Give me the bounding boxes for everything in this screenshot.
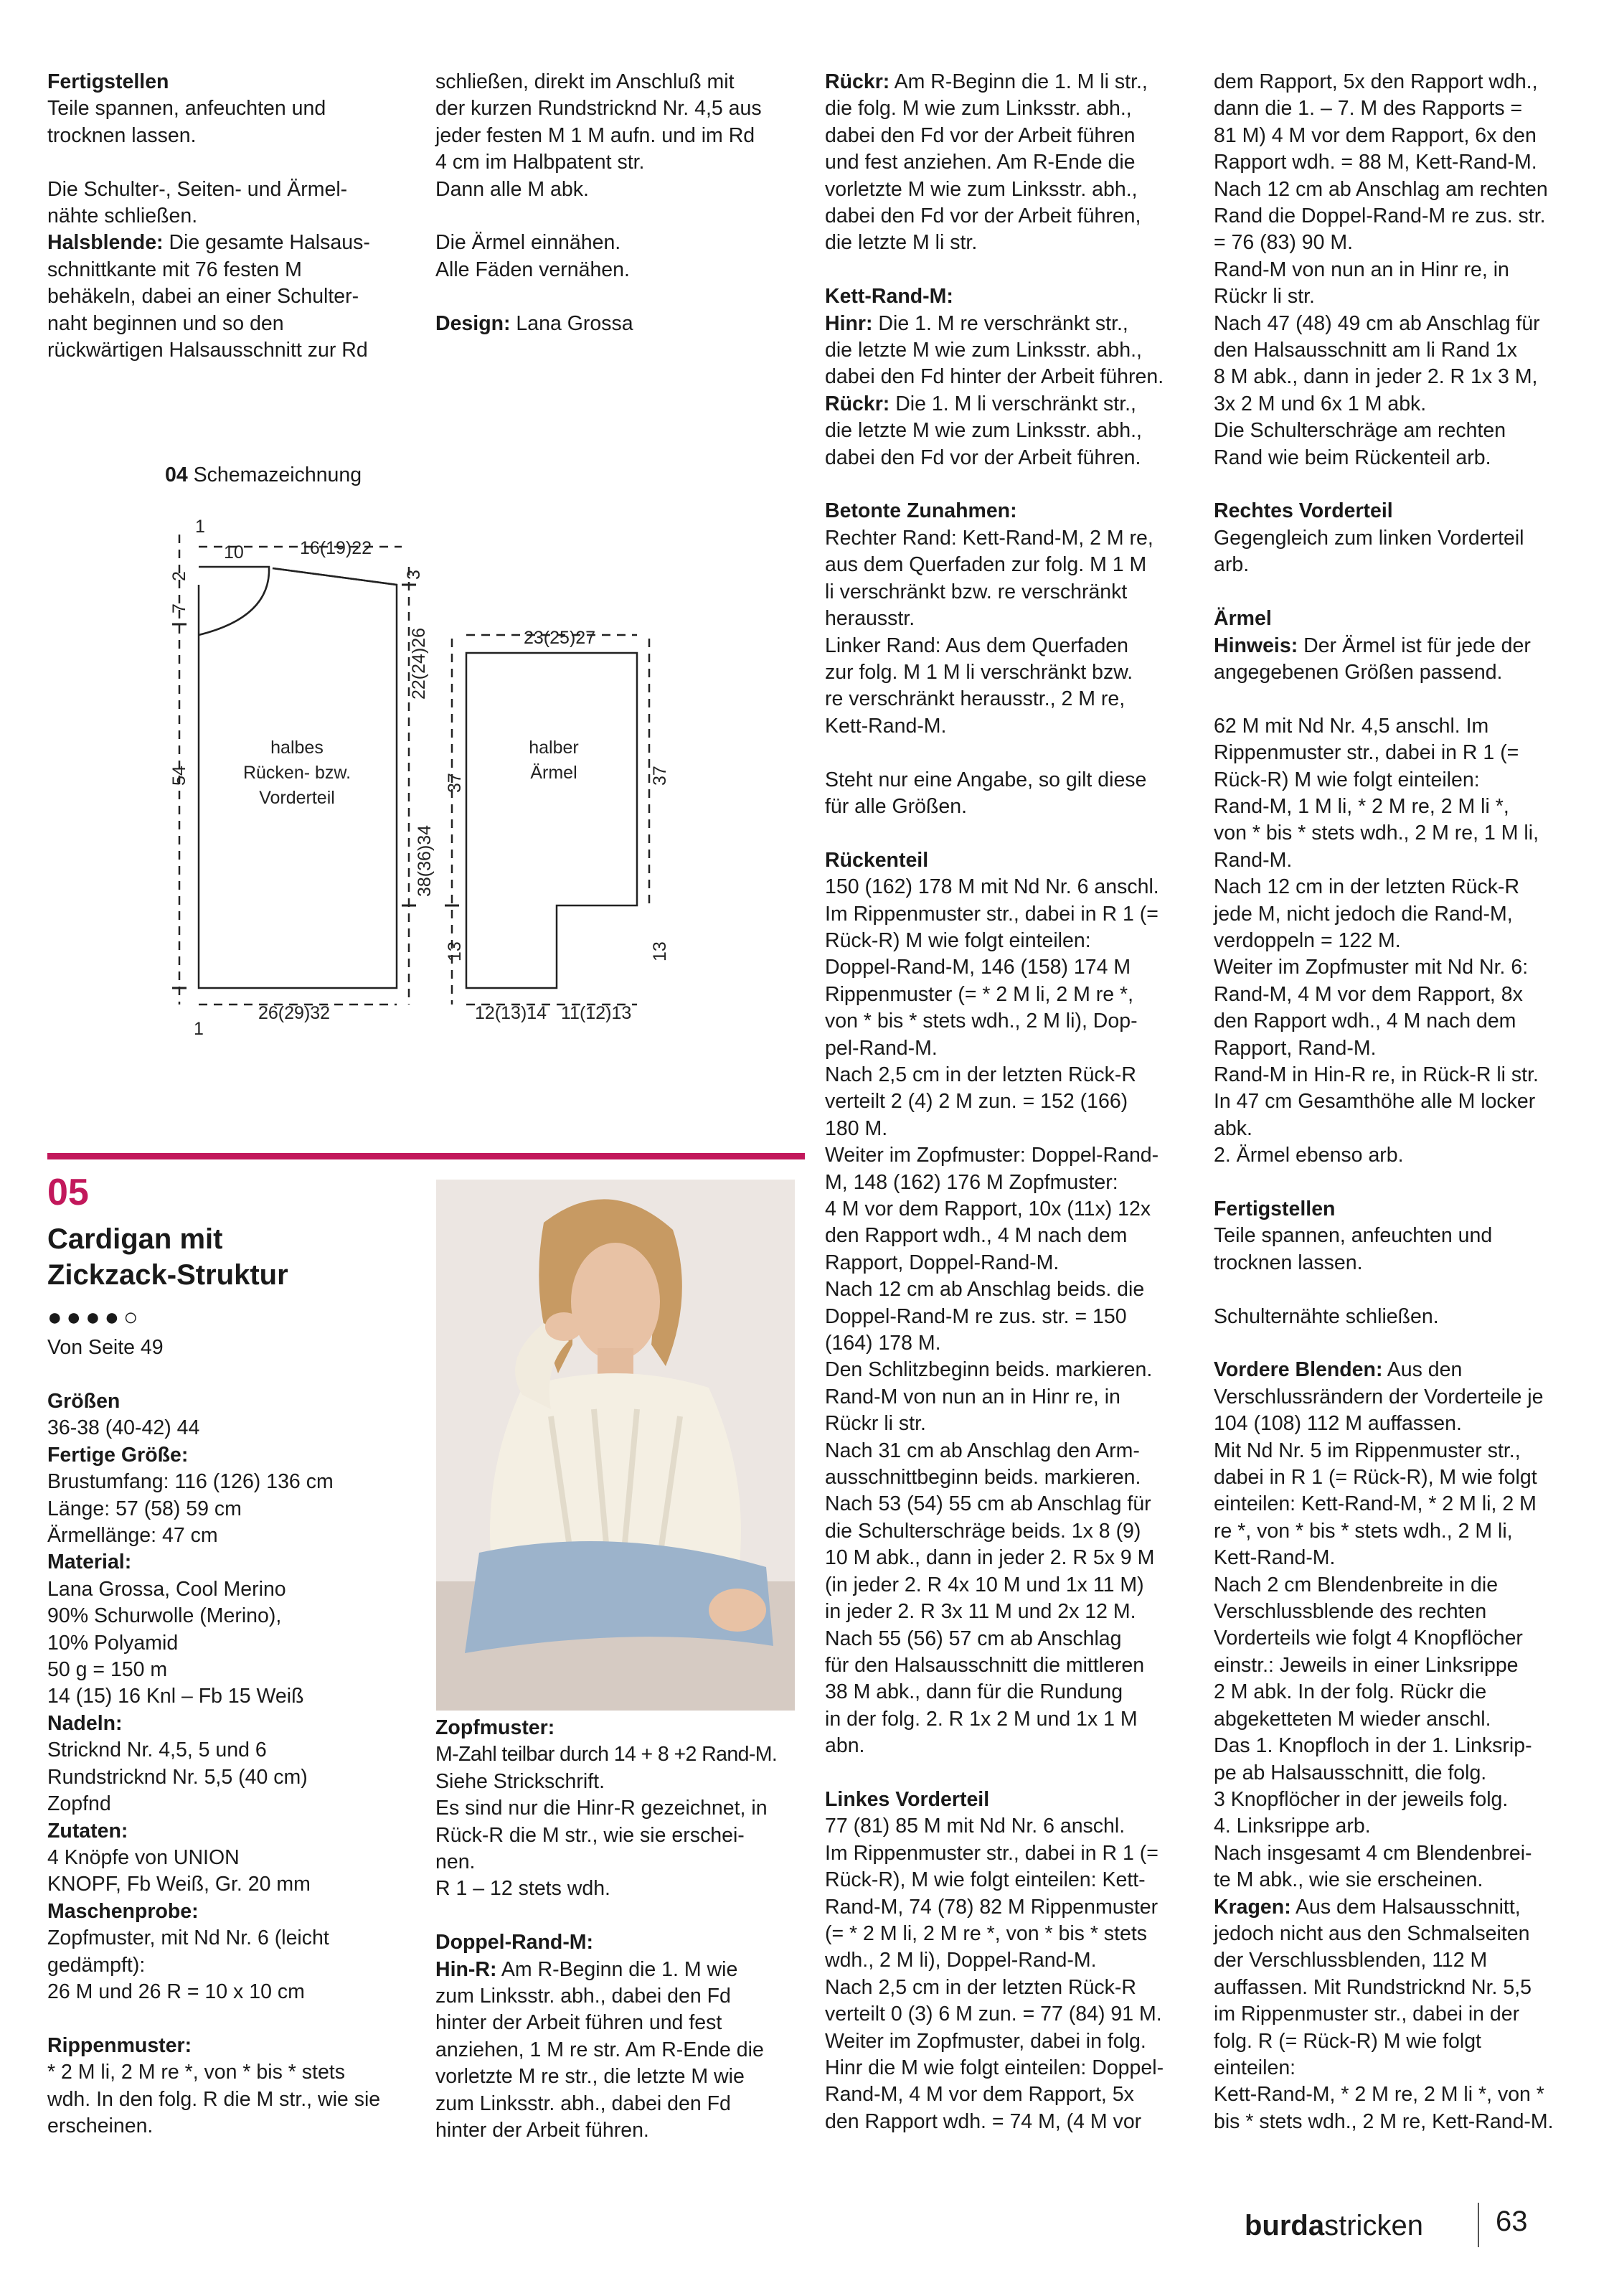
text-line: Nach 55 (56) 57 cm ab Anschlag bbox=[825, 1627, 1122, 1650]
text-span: Aus den bbox=[1382, 1358, 1463, 1382]
text-line: Ärmellänge: 47 cm bbox=[47, 1524, 218, 1548]
text-line: re *, von * bis * stets wdh., 2 M li, bbox=[1214, 1519, 1513, 1543]
text-line: Nach 12 cm in der letzten Rück-R bbox=[1214, 875, 1520, 899]
col3 bbox=[825, 69, 1184, 2135]
label-rueckr: Rückr: bbox=[825, 70, 890, 93]
text-line: Rück-R die M str., wie sie erschei- bbox=[435, 1823, 745, 1847]
label-hin-r: Hin-R: bbox=[435, 1957, 497, 1981]
text-line: hinter der Arbeit führen und fest bbox=[435, 2011, 722, 2035]
text-line: Rapport, Rand-M. bbox=[1214, 1036, 1377, 1060]
text-line: 36-38 (40-42) 44 bbox=[47, 1416, 200, 1440]
schema-label-bottom-26: 26(29)32 bbox=[258, 1003, 331, 1023]
schema-body-label: halbes bbox=[270, 738, 324, 758]
text-line: Rand-M, 74 (78) 82 M Rippenmuster bbox=[825, 1895, 1158, 1919]
text-line: Nach 2 cm Blendenbreite in die bbox=[1214, 1573, 1499, 1596]
text-line: dabei den Fd vor der Arbeit führen, bbox=[825, 204, 1141, 228]
footer-divider bbox=[1478, 2203, 1479, 2247]
text-line bbox=[1214, 1894, 1580, 1921]
schema-label-sleeve-bottom-a: 12(13)14 bbox=[475, 1003, 547, 1023]
schema-sleeve-label: halber bbox=[529, 738, 579, 758]
text-line: Dann alle M abk. bbox=[435, 177, 589, 201]
label-rueckr: Rückr: bbox=[825, 392, 890, 415]
text-line: Stricknd Nr. 4,5, 5 und 6 bbox=[47, 1739, 267, 1762]
text-line: Im Rippenmuster str., dabei in R 1 (= bbox=[825, 1841, 1158, 1865]
text-line: wdh., 2 M li), Doppel-Rand-M. bbox=[825, 1949, 1097, 1972]
text-line: 26 M und 26 R = 10 x 10 cm bbox=[47, 1980, 305, 2003]
text-line: Mit Nd Nr. 5 im Rippenmuster str., bbox=[1214, 1439, 1521, 1462]
schema-body-label: Vorderteil bbox=[259, 788, 335, 808]
schema-label-left-54: 54 bbox=[169, 766, 189, 786]
text-line: 77 (81) 85 M mit Nd Nr. 6 anschl. bbox=[825, 1815, 1125, 1838]
brand-rest: stricken bbox=[1324, 2210, 1423, 2241]
text-line: Es sind nur die Hinr-R gezeichnet, in bbox=[435, 1797, 768, 1820]
text-line: pel-Rand-M. bbox=[825, 1036, 938, 1060]
heading-linkes-vorderteil: Linkes Vorderteil bbox=[825, 1787, 990, 1811]
text-line: trocknen lassen. bbox=[47, 123, 197, 147]
text-line: 180 M. bbox=[825, 1116, 888, 1140]
heading-zopfmuster: Zopfmuster: bbox=[435, 1716, 555, 1739]
schema-label-right-3: 3 bbox=[404, 570, 424, 580]
text-line: arb. bbox=[1214, 553, 1250, 577]
text-line: 50 g = 150 m bbox=[47, 1658, 168, 1682]
schema-label-side-22: 22(24)26 bbox=[409, 627, 429, 700]
text-line: 3x 2 M und 6x 1 M abk. bbox=[1214, 392, 1427, 415]
text-line: Rundstricknd Nr. 5,5 (40 cm) bbox=[47, 1765, 308, 1789]
text-line: 38 M abk., dann für die Rundung bbox=[825, 1680, 1123, 1704]
text-line: Rechter Rand: Kett-Rand-M, 2 M re, bbox=[825, 526, 1153, 550]
text-line: von * bis * stets wdh., 2 M li), Dop- bbox=[825, 1010, 1138, 1033]
text-line: gedämpft): bbox=[47, 1953, 146, 1977]
text-line: jedoch nicht aus den Schmalseiten bbox=[1214, 1921, 1530, 1945]
text-line: * 2 M li, 2 M re *, von * bis * stets bbox=[47, 2061, 345, 2084]
text-line: Rapport wdh. = 88 M, Kett-Rand-M. bbox=[1214, 151, 1537, 174]
text-line: dabei den Fd hinter der Arbeit führen. bbox=[825, 365, 1164, 389]
text-line bbox=[1214, 633, 1580, 659]
heading-nadeln: Nadeln: bbox=[47, 1711, 123, 1735]
text-line: Nach 31 cm ab Anschlag den Arm- bbox=[825, 1439, 1140, 1462]
text-line: Nach 47 (48) 49 cm ab Anschlag für bbox=[1214, 311, 1540, 335]
text-line: Das 1. Knopfloch in der 1. Linksrip- bbox=[1214, 1734, 1532, 1758]
heading-rechtes-vorderteil: Rechtes Vorderteil bbox=[1214, 499, 1393, 523]
label-halsblende: Halsblende: bbox=[47, 231, 164, 255]
schema-label-sleeve-right-13: 13 bbox=[650, 941, 670, 961]
text-line: schließen, direkt im Anschluß mit bbox=[435, 70, 735, 93]
text-span: Die 1. M li verschränkt str., bbox=[889, 392, 1136, 415]
text-line: 104 (108) 112 M auffassen. bbox=[1214, 1412, 1462, 1436]
text-line: angegebenen Größen passend. bbox=[1214, 660, 1503, 684]
heading-zutaten: Zutaten: bbox=[47, 1819, 128, 1843]
text-line: die letzte M wie zum Linksstr. abh., bbox=[825, 339, 1142, 362]
difficulty-rating: ●●●●○ bbox=[47, 1304, 143, 1331]
text-line: Rück-R), M wie folgt einteilen: Kett- bbox=[825, 1868, 1146, 1892]
schema-label-sleeve-bottom-b: 11(12)13 bbox=[561, 1003, 632, 1023]
text-line: Brustumfang: 116 (126) 136 cm bbox=[47, 1470, 334, 1494]
heading-rippenmuster: Rippenmuster: bbox=[47, 2033, 192, 2057]
text-line: zum Linksstr. abh., dabei den Fd bbox=[435, 1985, 731, 2008]
text-line: wdh. In den folg. R die M str., wie sie bbox=[47, 2087, 381, 2111]
text-line: zum Linksstr. abh., dabei den Fd bbox=[435, 2092, 731, 2115]
text-line: Länge: 57 (58) 59 cm bbox=[47, 1497, 242, 1520]
text-line: Weiter im Zopfmuster mit Nd Nr. 6: bbox=[1214, 956, 1529, 979]
text-line: Schulternähte schließen. bbox=[1214, 1304, 1439, 1328]
text-line: Steht nur eine Angabe, so gilt diese bbox=[825, 768, 1147, 791]
heading-betonte-zunahmen: Betonte Zunahmen: bbox=[825, 499, 1017, 523]
heading-fertige-groesse: Fertige Größe: bbox=[47, 1443, 189, 1467]
text-line: aus dem Querfaden zur folg. M 1 M bbox=[825, 553, 1147, 577]
text-line: den Rapport wdh., 4 M nach dem bbox=[825, 1224, 1128, 1248]
text-line: Verschlussrändern der Vorderteile je bbox=[1214, 1385, 1544, 1408]
sleeve-outline bbox=[466, 653, 637, 988]
text-line bbox=[435, 1957, 798, 1983]
heading-aermel: Ärmel bbox=[1214, 607, 1272, 631]
text-line: Kett-Rand-M. bbox=[825, 714, 947, 738]
text-line: 10% Polyamid bbox=[47, 1631, 179, 1655]
text-line: Rand die Doppel-Rand-M re zus. str. bbox=[1214, 204, 1546, 228]
section-rule bbox=[47, 1153, 805, 1159]
text-line: jede M, nicht jedoch die Rand-M, bbox=[1214, 902, 1513, 926]
model-photo bbox=[436, 1180, 795, 1711]
text-line: R 1 – 12 stets wdh. bbox=[435, 1877, 610, 1901]
text-line: Nach 2,5 cm in der letzten Rück-R bbox=[825, 1975, 1136, 1999]
text-line: Siehe Strickschrift. bbox=[435, 1769, 605, 1793]
text-line: abgeketteten M wieder anschl. bbox=[1214, 1707, 1491, 1731]
text-line: Rückr li str. bbox=[825, 1412, 926, 1436]
text-line: Linker Rand: Aus dem Querfaden bbox=[825, 634, 1129, 657]
text-line: M-Zahl teilbar durch 14 + 8 +2 Rand-M. bbox=[435, 1743, 778, 1766]
label-design: Design: bbox=[435, 311, 511, 335]
page-number: 63 bbox=[1496, 2206, 1528, 2237]
article-title bbox=[47, 1221, 406, 1293]
text-line: M, 148 (162) 176 M Zopfmuster: bbox=[825, 1170, 1118, 1194]
text-line: abn. bbox=[825, 1734, 865, 1758]
text-line: für den Halsausschnitt die mittleren bbox=[825, 1653, 1145, 1677]
text-line bbox=[825, 69, 1184, 95]
text-line: rückwärtigen Halsausschnitt zur Rd bbox=[47, 339, 368, 362]
text-line: 4 cm im Halbpatent str. bbox=[435, 151, 645, 174]
text-line: die letzte M li str. bbox=[825, 231, 978, 255]
text-line: Nach 12 cm ab Anschlag beids. die bbox=[825, 1278, 1145, 1302]
text-line: (164) 178 M. bbox=[825, 1332, 941, 1355]
text-line: Nach 2,5 cm in der letzten Rück-R bbox=[825, 1063, 1136, 1086]
text-line: 62 M mit Nd Nr. 4,5 anschl. Im bbox=[1214, 714, 1489, 738]
article-number: 05 bbox=[47, 1172, 89, 1213]
text-line: Kett-Rand-M. bbox=[1214, 1546, 1336, 1570]
text-line: in jeder 2. R 3x 11 M und 2x 12 M. bbox=[825, 1600, 1136, 1624]
text-line: abk. bbox=[1214, 1116, 1252, 1140]
text-line: die Schulterschräge beids. 1x 8 (9) bbox=[825, 1519, 1141, 1543]
text-line: vorletzte M wie zum Linksstr. abh., bbox=[825, 177, 1138, 201]
body-neckline bbox=[199, 567, 269, 635]
text-line: 2. Ärmel ebenso arb. bbox=[1214, 1144, 1404, 1167]
text-line: Die Schulterschräge am rechten bbox=[1214, 419, 1506, 443]
text-line: KNOPF, Fb Weiß, Gr. 20 mm bbox=[47, 1873, 311, 1896]
text-line: Im Rippenmuster str., dabei in R 1 (= bbox=[825, 902, 1158, 926]
heading-rueckenteil: Rückenteil bbox=[825, 848, 929, 872]
text-line: Vorderteils wie folgt 4 Knopflöcher bbox=[1214, 1627, 1523, 1650]
text-line: 90% Schurwolle (Merino), bbox=[47, 1604, 282, 1628]
schema-body-label: Rücken- bzw. bbox=[242, 763, 351, 783]
text-line: Rand-M in Hin-R re, in Rück-R li str. bbox=[1214, 1063, 1539, 1086]
schema-title-text: Schemazeichnung bbox=[187, 464, 362, 486]
schema-label-neck: 10 bbox=[224, 542, 244, 563]
text-line: dem Rapport, 5x den Rapport wdh., bbox=[1214, 70, 1538, 93]
col4 bbox=[1214, 69, 1580, 2135]
text-line: verteilt 2 (4) 2 M zun. = 152 (166) bbox=[825, 1090, 1128, 1114]
text-line: Rand-M, 4 M vor dem Rapport, 5x bbox=[825, 2083, 1134, 2107]
heading-fertigstellen: Fertigstellen bbox=[1214, 1198, 1336, 1220]
schema-drawing bbox=[0, 0, 811, 1048]
text-line: Doppel-Rand-M re zus. str. = 150 bbox=[825, 1304, 1127, 1328]
schema-label-shoulder: 16(19)22 bbox=[300, 538, 372, 558]
text-line: 4. Linksrippe arb. bbox=[1214, 1815, 1371, 1838]
text-line: In 47 cm Gesamthöhe alle M locker bbox=[1214, 1090, 1536, 1114]
text-line: einteilen: Kett-Rand-M, * 2 M li, 2 M bbox=[1214, 1492, 1537, 1516]
text-line: 81 M) 4 M vor dem Rapport, 6x den bbox=[1214, 123, 1537, 147]
text-line: dabei den Fd vor der Arbeit führen. bbox=[825, 446, 1141, 469]
text-line: Weiter im Zopfmuster: Doppel-Rand- bbox=[825, 1144, 1159, 1167]
text-line: Nach 53 (54) 55 cm ab Anschlag für bbox=[825, 1492, 1151, 1516]
text-line: nähte schließen. bbox=[47, 204, 198, 228]
text-line: dabei den Fd vor der Arbeit führen bbox=[825, 123, 1136, 147]
schema-label-side-37: 37 bbox=[445, 773, 465, 793]
text-line: verteilt 0 (3) 6 M zun. = 77 (84) 91 M. bbox=[825, 2003, 1162, 2026]
schema-label-left-7: 7 bbox=[169, 603, 189, 613]
text-line: den Rapport wdh. = 74 M, (4 M vor bbox=[825, 2109, 1142, 2133]
text-line: naht beginnen und so den bbox=[47, 311, 284, 335]
text-line: Den Schlitzbeginn beids. markieren. bbox=[825, 1358, 1153, 1382]
text-line: trocknen lassen. bbox=[1214, 1251, 1363, 1274]
label-hinweis: Hinweis: bbox=[1214, 634, 1298, 657]
text-line: den Halsausschnitt am li Rand 1x bbox=[1214, 339, 1517, 362]
text-line: 150 (162) 178 M mit Nd Nr. 6 anschl. bbox=[825, 875, 1159, 899]
text-line: folg. R (= Rück-R) M wie folgt bbox=[1214, 2029, 1481, 2053]
text-line: anziehen, 1 M re str. Am R-Ende die bbox=[435, 2038, 764, 2061]
text-line: Rück-R) M wie folgt einteilen: bbox=[825, 928, 1091, 952]
schema-sleeve-label: Ärmel bbox=[530, 763, 577, 783]
text-line: Die Schulter-, Seiten- und Ärmel- bbox=[47, 177, 348, 201]
text-line: bis * stets wdh., 2 M re, Kett-Rand-M. bbox=[1214, 2109, 1554, 2133]
text-line: nen. bbox=[435, 1850, 476, 1874]
text-line: Weiter im Zopfmuster, dabei in folg. bbox=[825, 2029, 1146, 2053]
text-line: Rand-M. bbox=[1214, 848, 1293, 872]
brand-bold: burda bbox=[1245, 2210, 1325, 2241]
magazine-brand bbox=[1245, 2210, 1423, 2242]
schema-label-sleeve-right-37: 37 bbox=[650, 766, 670, 786]
text-line: (= * 2 M li, 2 M re *, von * bis * stets bbox=[825, 1921, 1148, 1945]
text-line: Doppel-Rand-M, 146 (158) 174 M bbox=[825, 956, 1131, 979]
text-line: die letzte M wie zum Linksstr. abh., bbox=[825, 419, 1142, 443]
text-line: die folg. M wie zum Linksstr. abh., bbox=[825, 97, 1132, 121]
text-line: und fest anziehen. Am R-Ende die bbox=[825, 151, 1136, 174]
col2-bottom bbox=[435, 1715, 798, 2144]
text-line: Lana Grossa, Cool Merino bbox=[47, 1577, 286, 1601]
label-kragen: Kragen: bbox=[1214, 1895, 1291, 1919]
text-line: dabei in R 1 (= Rück-R), M wie folgt bbox=[1214, 1466, 1537, 1490]
text-span: Die gesamte Halsaus- bbox=[163, 231, 370, 255]
heading-kett-rand-m: Kett-Rand-M: bbox=[825, 285, 953, 309]
text-line: Kett-Rand-M, * 2 M re, 2 M li *, von * bbox=[1214, 2083, 1544, 2107]
text-line: Zopfnd bbox=[47, 1792, 111, 1816]
text-line: einstr.: Jeweils in einer Linksrippe bbox=[1214, 1653, 1519, 1677]
text-line: Rand wie beim Rückenteil arb. bbox=[1214, 446, 1491, 469]
text-line: Rippenmuster (= * 2 M li, 2 M re *, bbox=[825, 982, 1134, 1006]
text-line: ausschnittbeginn beids. markieren. bbox=[825, 1466, 1141, 1490]
schema-label-left-2: 2 bbox=[169, 571, 189, 581]
heading-fertigstellen: Fertigstellen bbox=[47, 70, 169, 93]
text-line: Rand-M von nun an in Hinr re, in bbox=[825, 1385, 1120, 1408]
heading-material: Material: bbox=[47, 1551, 132, 1574]
text-line: Teile spannen, anfeuchten und bbox=[1214, 1224, 1493, 1248]
text-line: 14 (15) 16 Knl – Fb 15 Weiß bbox=[47, 1685, 304, 1708]
text-line: von * bis * stets wdh., 2 M re, 1 M li, bbox=[1214, 822, 1539, 845]
text-line: jeder festen M 1 M aufn. und im Rd bbox=[435, 123, 755, 147]
text-line: 2 M abk. In der folg. Rückr die bbox=[1214, 1680, 1487, 1704]
text-line: Rapport, Doppel-Rand-M. bbox=[825, 1251, 1060, 1274]
text-line: Nach 12 cm ab Anschlag am rechten bbox=[1214, 177, 1548, 201]
text-span: Aus dem Halsausschnitt, bbox=[1290, 1895, 1521, 1919]
text-line: 3 Knopflöcher in der jeweils folg. bbox=[1214, 1787, 1509, 1811]
text-line: den Rapport wdh., 4 M nach dem bbox=[1214, 1010, 1516, 1033]
text-line: dann die 1. – 7. M des Rapports = bbox=[1214, 97, 1523, 121]
text-line: Zopfmuster, mit Nd Nr. 6 (leicht bbox=[47, 1926, 329, 1950]
text-line: Gegengleich zum linken Vorderteil bbox=[1214, 526, 1524, 550]
text-line: 4 M vor dem Rapport, 10x (11x) 12x bbox=[825, 1198, 1151, 1220]
text-line: Rück-R) M wie folgt einteilen: bbox=[1214, 768, 1480, 791]
text-line: verdoppeln = 122 M. bbox=[1214, 928, 1401, 952]
text-line: 8 M abk., dann in jeder 2. R 1x 3 M, bbox=[1214, 365, 1538, 389]
text-line: hinter der Arbeit führen. bbox=[435, 2119, 649, 2142]
schema-label-top-1: 1 bbox=[195, 517, 205, 537]
text-line: im Rippenmuster str., dabei in der bbox=[1214, 2003, 1520, 2026]
text-span: Am R-Beginn die 1. M li str., bbox=[889, 70, 1148, 93]
text-span: Am R-Beginn die 1. M wie bbox=[496, 1957, 738, 1981]
text-span: Lana Grossa bbox=[510, 311, 633, 335]
text-line: Hinr die M wie folgt einteilen: Doppel- bbox=[825, 2056, 1164, 2079]
text-span: Der Ärmel ist für jede der bbox=[1298, 634, 1531, 657]
text-line: Rand-M von nun an in Hinr re, in bbox=[1214, 258, 1509, 281]
text-line: zur folg. M 1 M li verschränkt bzw. bbox=[825, 660, 1133, 684]
text-line: Alle Fäden vernähen. bbox=[435, 258, 630, 281]
text-line bbox=[825, 391, 1184, 418]
article-title-line: Cardigan mit bbox=[47, 1223, 223, 1255]
text-line: Rückr li str. bbox=[1214, 285, 1315, 309]
text-line: einteilen: bbox=[1214, 2056, 1296, 2079]
text-line: Nach insgesamt 4 cm Blendenbrei- bbox=[1214, 1841, 1532, 1865]
text-line: der Verschlussblenden, 112 M bbox=[1214, 1949, 1488, 1972]
label-vordere-blenden: Vordere Blenden: bbox=[1214, 1358, 1383, 1382]
col1-bottom bbox=[47, 1388, 420, 2140]
heading-groessen: Größen bbox=[47, 1390, 121, 1413]
text-line: in der folg. 2. R 1x 2 M und 1x 1 M bbox=[825, 1707, 1138, 1731]
text-line: = 76 (83) 90 M. bbox=[1214, 231, 1354, 255]
text-line: pe ab Halsausschnitt, die folg. bbox=[1214, 1761, 1487, 1784]
text-line: 4 Knöpfe von UNION bbox=[47, 1845, 240, 1869]
text-line: Rand-M, 4 M vor dem Rapport, 8x bbox=[1214, 982, 1523, 1006]
text-line: re verschränkt herausstr., 2 M re, bbox=[825, 687, 1125, 711]
text-line: li verschränkt bzw. re verschränkt bbox=[825, 580, 1128, 603]
text-line: Teile spannen, anfeuchten und bbox=[47, 97, 326, 121]
text-line: te M abk., wie sie erscheinen. bbox=[1214, 1868, 1483, 1892]
text-line: behäkeln, dabei an einer Schulter- bbox=[47, 285, 359, 309]
text-line: (in jeder 2. R 4x 10 M und 1x 11 M) bbox=[825, 1573, 1144, 1596]
text-line: erscheinen. bbox=[47, 2114, 154, 2137]
label-hinr: Hinr: bbox=[825, 311, 873, 335]
text-line: Rippenmuster str., dabei in R 1 (= bbox=[1214, 741, 1519, 765]
heading-maschenprobe: Maschenprobe: bbox=[47, 1899, 199, 1923]
from-page-ref: Von Seite 49 bbox=[47, 1336, 164, 1359]
text-line: Verschlussblende des rechten bbox=[1214, 1600, 1487, 1624]
text-line: der kurzen Rundstricknd Nr. 4,5 aus bbox=[435, 97, 762, 121]
text-line bbox=[825, 311, 1184, 337]
schema-label-sleeve-top: 23(25)27 bbox=[524, 628, 596, 648]
text-line: schnittkante mit 76 festen M bbox=[47, 258, 302, 281]
schema-label-side-13: 13 bbox=[445, 941, 465, 961]
text-line: 10 M abk., dann in jeder 2. R 5x 9 M bbox=[825, 1546, 1155, 1570]
text-line: für alle Größen. bbox=[825, 794, 967, 818]
text-line bbox=[1214, 1357, 1580, 1383]
text-span: Die 1. M re verschränkt str., bbox=[872, 311, 1128, 335]
text-line: vorletzte M re str., die letzte M wie bbox=[435, 2065, 745, 2089]
text-line: auffassen. Mit Rundstricknd Nr. 5,5 bbox=[1214, 1975, 1532, 1999]
heading-doppel-rand-m: Doppel-Rand-M: bbox=[435, 1931, 594, 1954]
schema-label-bottom-1: 1 bbox=[194, 1019, 204, 1039]
text-line: Die Ärmel einnähen. bbox=[435, 231, 621, 255]
text-line: herausstr. bbox=[825, 607, 915, 631]
text-line: Rand-M, 1 M li, * 2 M re, 2 M li *, bbox=[1214, 794, 1509, 818]
schema-number: 04 bbox=[165, 464, 188, 486]
schema-label-side-38: 38(36)34 bbox=[415, 824, 435, 897]
article-title-line: Zickzack-Struktur bbox=[47, 1259, 288, 1291]
